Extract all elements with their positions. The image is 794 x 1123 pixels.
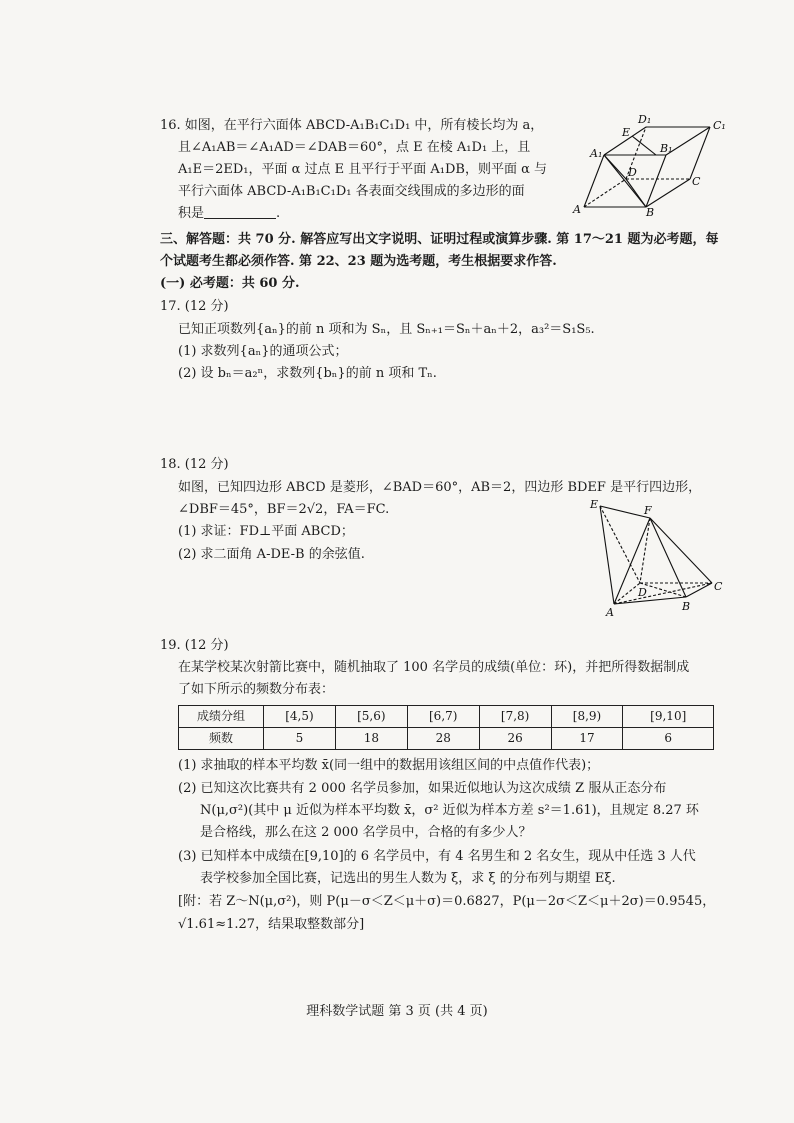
label-b: B — [646, 206, 655, 219]
page-footer: 理科数学试题 第 3 页 (共 4 页) — [306, 1004, 488, 1019]
label-b1: B₁ — [660, 142, 673, 155]
q19-stem-2: 了如下所示的频数分布表： — [178, 682, 335, 697]
edge-b-b1 — [646, 155, 666, 207]
edge-c-c1 — [690, 127, 710, 179]
label-b: B — [682, 600, 691, 613]
q19-part-2c: 是合格线，那么在这 2 000 名学员中，合格的有多少人？ — [200, 825, 532, 840]
q19-part-2a: (2) 已知这次比赛共有 2 000 名学员参加，如果近似地认为这次成绩 Z 服从正态分布 — [178, 781, 667, 796]
table-header-cell: [5,6) — [335, 706, 407, 728]
q19-note-2: √1.61≈1.27，结果取整数部分] — [178, 917, 365, 932]
figure-rhombus-solid — [588, 496, 728, 618]
table-cell: 频数 — [179, 728, 264, 750]
q18-part-1: (1) 求证：FD⊥平面 ABCD； — [178, 524, 354, 539]
edge-d-b — [626, 179, 646, 207]
edge-a-d — [584, 179, 626, 207]
label-a1: A₁ — [590, 147, 603, 160]
table-header-cell: [8,9) — [551, 706, 623, 728]
edge-f-b — [650, 518, 686, 597]
figure-parallelepiped — [568, 112, 738, 222]
label-d: D — [638, 586, 647, 599]
table-cell: 17 — [551, 728, 623, 750]
q17-part-2: (2) 设 bₙ＝a₂ⁿ，求数列{bₙ}的前 n 项和 Tₙ. — [178, 366, 437, 381]
table-cell: 26 — [479, 728, 551, 750]
label-d: D — [628, 166, 637, 179]
q19-part-3a: (3) 已知样本中成绩在[9,10]的 6 名学员中，有 4 名男生和 2 名女生，现从中任选 3 人代 — [178, 849, 696, 864]
q17-stem: 已知正项数列{aₙ}的前 n 项和为 Sₙ，且 Sₙ₊₁＝Sₙ＋aₙ＋2，a₃²＝S₁S₅. — [178, 322, 595, 337]
q16-line-5-tail: . — [276, 206, 281, 221]
answer-blank — [204, 206, 276, 219]
q19-stem-1: 在某学校某次射箭比赛中，随机抽取了 100 名学员的成绩(单位：环)，并把所得数据制成 — [178, 660, 690, 675]
q17-part-1: (1) 求数列{aₙ}的通项公式； — [178, 344, 348, 359]
edge-f-c — [650, 518, 712, 583]
section3-sub: (一) 必考题：共 60 分. — [160, 276, 300, 291]
label-a: A — [573, 203, 581, 216]
edge-e-segment — [632, 136, 656, 155]
edge-a-c — [614, 583, 712, 604]
table-header-cell: 成绩分组 — [179, 706, 264, 728]
label-e: E — [590, 498, 599, 511]
q16-line-2: 且∠A₁AB＝∠A₁AD＝∠DAB＝60°，点 E 在棱 A₁D₁ 上，且 — [178, 140, 531, 155]
edge-b1-c1 — [666, 127, 710, 155]
q18-part-2: (2) 求二面角 A-DE-B 的余弦值. — [178, 547, 365, 562]
label-c: C — [692, 175, 701, 188]
table-header-cell: [7,8) — [479, 706, 551, 728]
q18-number: 18. (12 分) — [160, 457, 229, 472]
frequency-table — [178, 705, 714, 750]
table-cell: 28 — [407, 728, 479, 750]
edge-b-c — [646, 179, 690, 207]
edge-f-d — [640, 518, 650, 583]
edge-e-a — [600, 506, 614, 604]
q19-part-2b: N(μ,σ²)(其中 μ 近似为样本平均数 x̄，σ² 近似为样本方差 s²＝1.61)，且规定 8.27 环 — [200, 803, 699, 818]
table-row — [179, 728, 714, 750]
edge-a-b — [614, 597, 686, 604]
q16-line-3: A₁E＝2ED₁，平面 α 过点 E 且平行于平面 A₁DB，则平面 α 与 — [178, 162, 548, 177]
section3-line-2: 个试题考生都必须作答. 第 22、23 题为选考题，考生根据要求作答. — [160, 254, 557, 269]
q18-stem-1: 如图，已知四边形 ABCD 是菱形，∠BAD＝60°，AB＝2，四边形 BDEF 是平行四边形， — [178, 480, 702, 495]
q16-line-4: 平行六面体 ABCD-A₁B₁C₁D₁ 各表面交线围成的多边形的面 — [178, 184, 525, 199]
label-a: A — [606, 606, 614, 618]
table-header-row — [179, 706, 714, 728]
q16-line-5-text: 积是 — [178, 206, 205, 221]
label-d1: D₁ — [638, 113, 652, 126]
q18-stem-2: ∠DBF＝45°，BF＝2√2，FA＝FC. — [178, 502, 390, 517]
label-c: C — [714, 580, 723, 593]
table-cell: 18 — [335, 728, 407, 750]
table-cell: 6 — [623, 728, 714, 750]
label-e: E — [622, 126, 631, 139]
q19-note-1: [附：若 Z～N(μ,σ²)，则 P(μ－σ＜Z＜μ＋σ)＝0.6827，P(μ－2σ＜Z＜μ＋2σ)＝0.9545， — [178, 894, 716, 909]
q19-part-1: (1) 求抽取的样本平均数 x̄(同一组中的数据用该组区间的中点值作代表)； — [178, 758, 600, 773]
edge-e-f — [600, 506, 650, 518]
q16-line-5 — [178, 205, 280, 223]
q17-number: 17. (12 分) — [160, 299, 229, 314]
table-cell: 5 — [264, 728, 336, 750]
table-header-cell: [4,5) — [264, 706, 336, 728]
q19-number: 19. (12 分) — [160, 638, 229, 653]
section3-line-1: 三、解答题：共 70 分. 解答应写出文字说明、证明过程或演算步骤. 第 17～21 题为必考题，每 — [160, 232, 719, 247]
table-header-cell: [6,7) — [407, 706, 479, 728]
q16-line-1: 16. 如图，在平行六面体 ABCD-A₁B₁C₁D₁ 中，所有棱长均为 a， — [160, 118, 544, 133]
label-c1: C₁ — [713, 119, 726, 132]
label-f: F — [644, 504, 652, 517]
edge-b-c — [686, 583, 712, 597]
edge-a-a1 — [584, 155, 604, 207]
edge-a1-b — [604, 155, 646, 207]
q19-part-3b: 表学校参加全国比赛，记选出的男生人数为 ξ，求 ξ 的分布列与期望 Eξ. — [200, 871, 616, 886]
table-header-cell: [9,10] — [623, 706, 714, 728]
